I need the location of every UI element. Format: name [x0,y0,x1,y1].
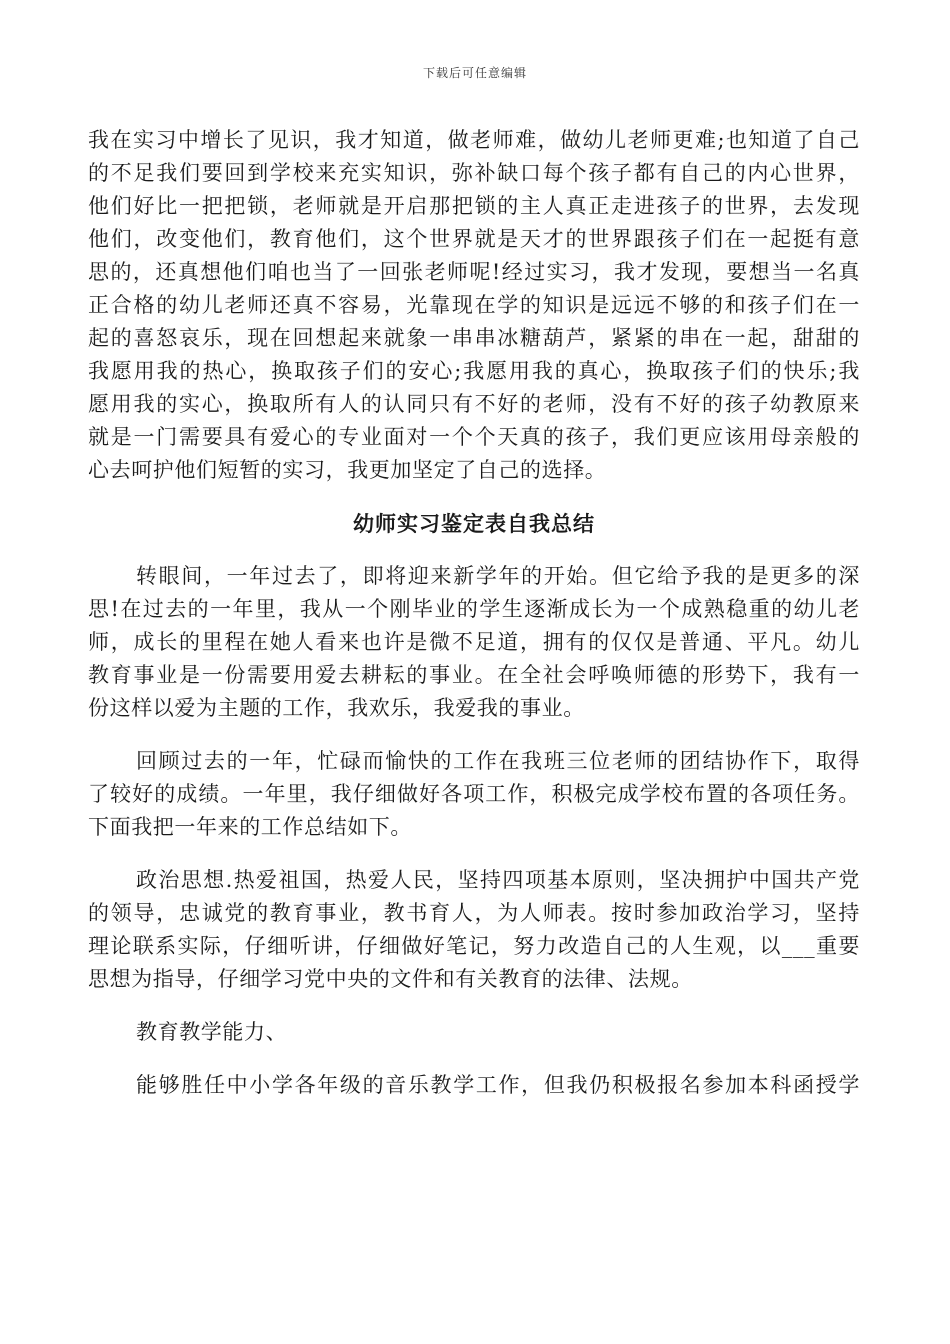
paragraph-3 [88,864,860,996]
text-line: 回顾过去的一年，忙碌而愉快的工作在我班三位老师的团结协作下，取得 [136,749,860,773]
section-title: 幼师实习鉴定表自我总结 [353,511,595,536]
document-body [88,124,860,1122]
text-line: 了较好的成绩。一年里，我仔细做好各项工作，积极完成学校布置的各项任务。 [88,782,860,806]
text-line: 思想为指导，仔细学习党中央的文件和有关教育的法律、法规。 [88,967,693,991]
text-line: 的不足我们要回到学校来充实知识，弥补缺口每个孩子都有自己的内心世界， [88,161,860,185]
text-line: 愿用我的实心，换取所有人的认同只有不好的老师，没有不好的孩子幼教原来 [88,392,860,416]
paragraph-4 [88,1016,860,1049]
text-line: 思的，还真想他们咱也当了一回张老师呢!经过实习，我才发现，要想当一名真 [88,260,860,284]
text-line: 我在实习中增长了见识，我才知道，做老师难，做幼儿老师更难;也知道了自己 [88,128,860,152]
text-line: 正合格的幼儿老师还真不容易，光靠现在学的知识是远远不够的和孩子们在一 [88,293,860,317]
text-line: 理论联系实际，仔细听讲，仔细做好笔记，努力改造自己的人生观，以___重要 [88,934,860,958]
text-line: 教育教学能力、 [136,1020,288,1044]
text-line: 能够胜任中小学各年级的音乐教学工作，但我仍积极报名参加本科函授学 [136,1073,860,1097]
paragraph-1 [88,560,860,725]
text-line: 他们好比一把把锁，老师就是开启那把锁的主人真正走进孩子的世界，去发现 [88,194,860,218]
paragraph-2 [88,745,860,844]
text-line: 下面我把一年来的工作总结如下。 [88,815,412,839]
text-line: 就是一门需要具有爱心的专业面对一个个天真的孩子，我们更应该用母亲般的 [88,425,860,449]
text-line: 的领导，忠诚党的教育事业，教书育人，为人师表。按时参加政治学习，坚持 [88,901,860,925]
text-line: 心去呵护他们短暂的实习，我更加坚定了自己的选择。 [88,458,607,482]
text-line: 转眼间，一年过去了，即将迎来新学年的开始。但它给予我的是更多的深 [136,564,860,588]
text-line: 思!在过去的一年里，我从一个刚毕业的学生逐渐成长为一个成熟稳重的幼儿老 [88,597,860,621]
text-line: 师，成长的里程在她人看来也许是微不足道，拥有的仅仅是普通、平凡。幼儿 [88,630,860,654]
text-line: 起的喜怒哀乐，现在回想起来就象一串串冰糖葫芦，紧紧的串在一起，甜甜的 [88,326,860,350]
paragraph-5 [88,1069,860,1102]
text-line: 教育事业是一份需要用爱去耕耘的事业。在全社会呼唤师德的形势下，我有一 [88,663,860,687]
text-line: 他们，改变他们，教育他们，这个世界就是天才的世界跟孩子们在一起挺有意 [88,227,860,251]
text-line: 政治思想.热爱祖国，热爱人民，坚持四项基本原则，坚决拥护中国共产党 [136,868,860,892]
text-line: 份这样以爱为主题的工作，我欢乐，我爱我的事业。 [88,696,585,720]
page-header: 下载后可任意编辑 [422,66,527,80]
text-line: 我愿用我的热心，换取孩子们的安心;我愿用我的真心，换取孩子们的快乐;我 [88,359,860,383]
paragraph-intro [88,124,860,487]
